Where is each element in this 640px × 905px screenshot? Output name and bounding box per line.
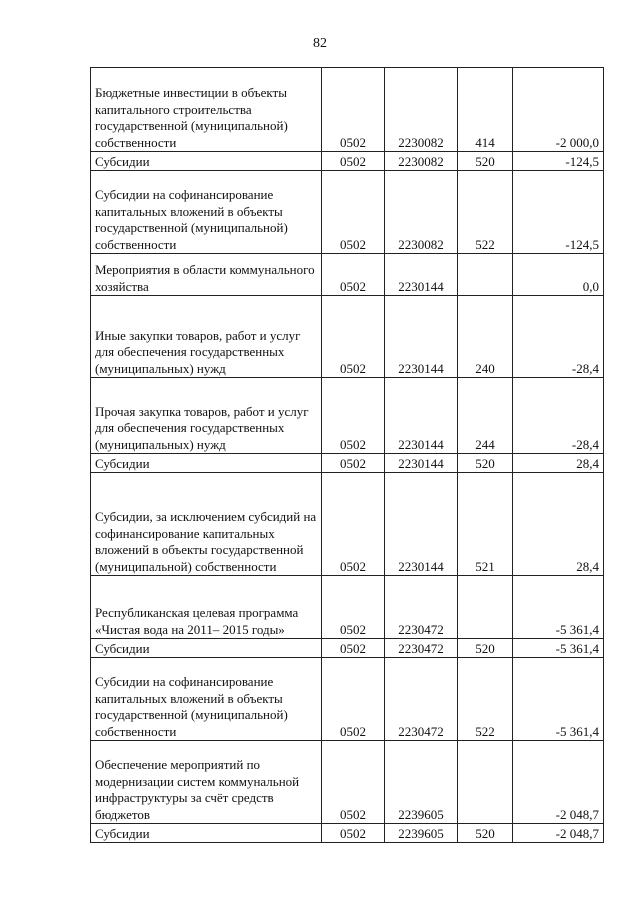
section-code-cell: 0502 (322, 473, 385, 576)
expense-kind-cell (458, 741, 513, 824)
table-row (91, 152, 604, 171)
target-code-cell: 2239605 (385, 741, 458, 824)
amount-cell: -2 048,7 (513, 741, 604, 824)
item-name-cell: Субсидии, за исключением субсидий на софинансирование капитальных вложений в объекты государственной (муниципальной) собственности (91, 473, 322, 576)
table-row (91, 254, 604, 296)
table-row (91, 576, 604, 639)
section-code-cell: 0502 (322, 254, 385, 296)
target-code-cell: 2239605 (385, 824, 458, 843)
section-code-cell: 0502 (322, 296, 385, 378)
expense-kind-cell: 244 (458, 378, 513, 454)
amount-cell: -5 361,4 (513, 639, 604, 658)
amount-cell: -124,5 (513, 171, 604, 254)
target-code-cell: 2230144 (385, 254, 458, 296)
item-name-cell: Мероприятия в области коммунального хозяйства (91, 254, 322, 296)
section-code-cell: 0502 (322, 658, 385, 741)
expense-kind-cell: 520 (458, 152, 513, 171)
section-code-cell: 0502 (322, 741, 385, 824)
amount-cell: -28,4 (513, 296, 604, 378)
target-code-cell: 2230082 (385, 152, 458, 171)
item-name-cell: Бюджетные инвестиции в объекты капитального строительства государственной (муниципальной) собственности (91, 68, 322, 152)
expense-kind-cell: 520 (458, 824, 513, 843)
item-name-cell: Республиканская целевая программа «Чистая вода на 2011– 2015 годы» (91, 576, 322, 639)
item-name-cell: Субсидии (91, 454, 322, 473)
table-row (91, 296, 604, 378)
section-code-cell: 0502 (322, 639, 385, 658)
amount-cell: -5 361,4 (513, 576, 604, 639)
budget-table-body (91, 68, 604, 843)
expense-kind-cell: 240 (458, 296, 513, 378)
target-code-cell: 2230144 (385, 378, 458, 454)
section-code-cell: 0502 (322, 68, 385, 152)
target-code-cell: 2230144 (385, 454, 458, 473)
amount-cell: -2 000,0 (513, 68, 604, 152)
amount-cell: 28,4 (513, 454, 604, 473)
expense-kind-cell: 520 (458, 454, 513, 473)
expense-kind-cell: 414 (458, 68, 513, 152)
item-name-cell: Субсидии (91, 152, 322, 171)
section-code-cell: 0502 (322, 378, 385, 454)
table-row (91, 68, 604, 152)
budget-table (90, 67, 604, 843)
target-code-cell: 2230144 (385, 296, 458, 378)
table-row (91, 454, 604, 473)
expense-kind-cell: 520 (458, 639, 513, 658)
target-code-cell: 2230082 (385, 68, 458, 152)
item-name-cell: Субсидии на софинансирование капитальных вложений в объекты государственной (муниципальной) собственности (91, 658, 322, 741)
item-name-cell: Иные закупки товаров, работ и услуг для обеспечения государственных (муниципальных) нужд (91, 296, 322, 378)
amount-cell: -124,5 (513, 152, 604, 171)
amount-cell: -5 361,4 (513, 658, 604, 741)
expense-kind-cell (458, 576, 513, 639)
item-name-cell: Субсидии (91, 824, 322, 843)
target-code-cell: 2230144 (385, 473, 458, 576)
section-code-cell: 0502 (322, 152, 385, 171)
amount-cell: 0,0 (513, 254, 604, 296)
expense-kind-cell: 522 (458, 171, 513, 254)
item-name-cell: Субсидии на софинансирование капитальных вложений в объекты государственной (муниципальной) собственности (91, 171, 322, 254)
table-row (91, 824, 604, 843)
expense-kind-cell (458, 254, 513, 296)
amount-cell: -28,4 (513, 378, 604, 454)
expense-kind-cell: 522 (458, 658, 513, 741)
item-name-cell: Прочая закупка товаров, работ и услуг для обеспечения государственных (муниципальных) нужд (91, 378, 322, 454)
target-code-cell: 2230472 (385, 639, 458, 658)
table-row (91, 741, 604, 824)
amount-cell: 28,4 (513, 473, 604, 576)
amount-cell: -2 048,7 (513, 824, 604, 843)
table-row (91, 658, 604, 741)
target-code-cell: 2230082 (385, 171, 458, 254)
item-name-cell: Субсидии (91, 639, 322, 658)
expense-kind-cell: 521 (458, 473, 513, 576)
table-row (91, 639, 604, 658)
table-row (91, 473, 604, 576)
section-code-cell: 0502 (322, 576, 385, 639)
page-number: 82 (313, 36, 327, 51)
section-code-cell: 0502 (322, 824, 385, 843)
target-code-cell: 2230472 (385, 576, 458, 639)
section-code-cell: 0502 (322, 454, 385, 473)
table-row (91, 171, 604, 254)
table-row (91, 378, 604, 454)
section-code-cell: 0502 (322, 171, 385, 254)
item-name-cell: Обеспечение мероприятий по модернизации систем коммунальной инфраструктуры за счёт средств бюджетов (91, 741, 322, 824)
target-code-cell: 2230472 (385, 658, 458, 741)
